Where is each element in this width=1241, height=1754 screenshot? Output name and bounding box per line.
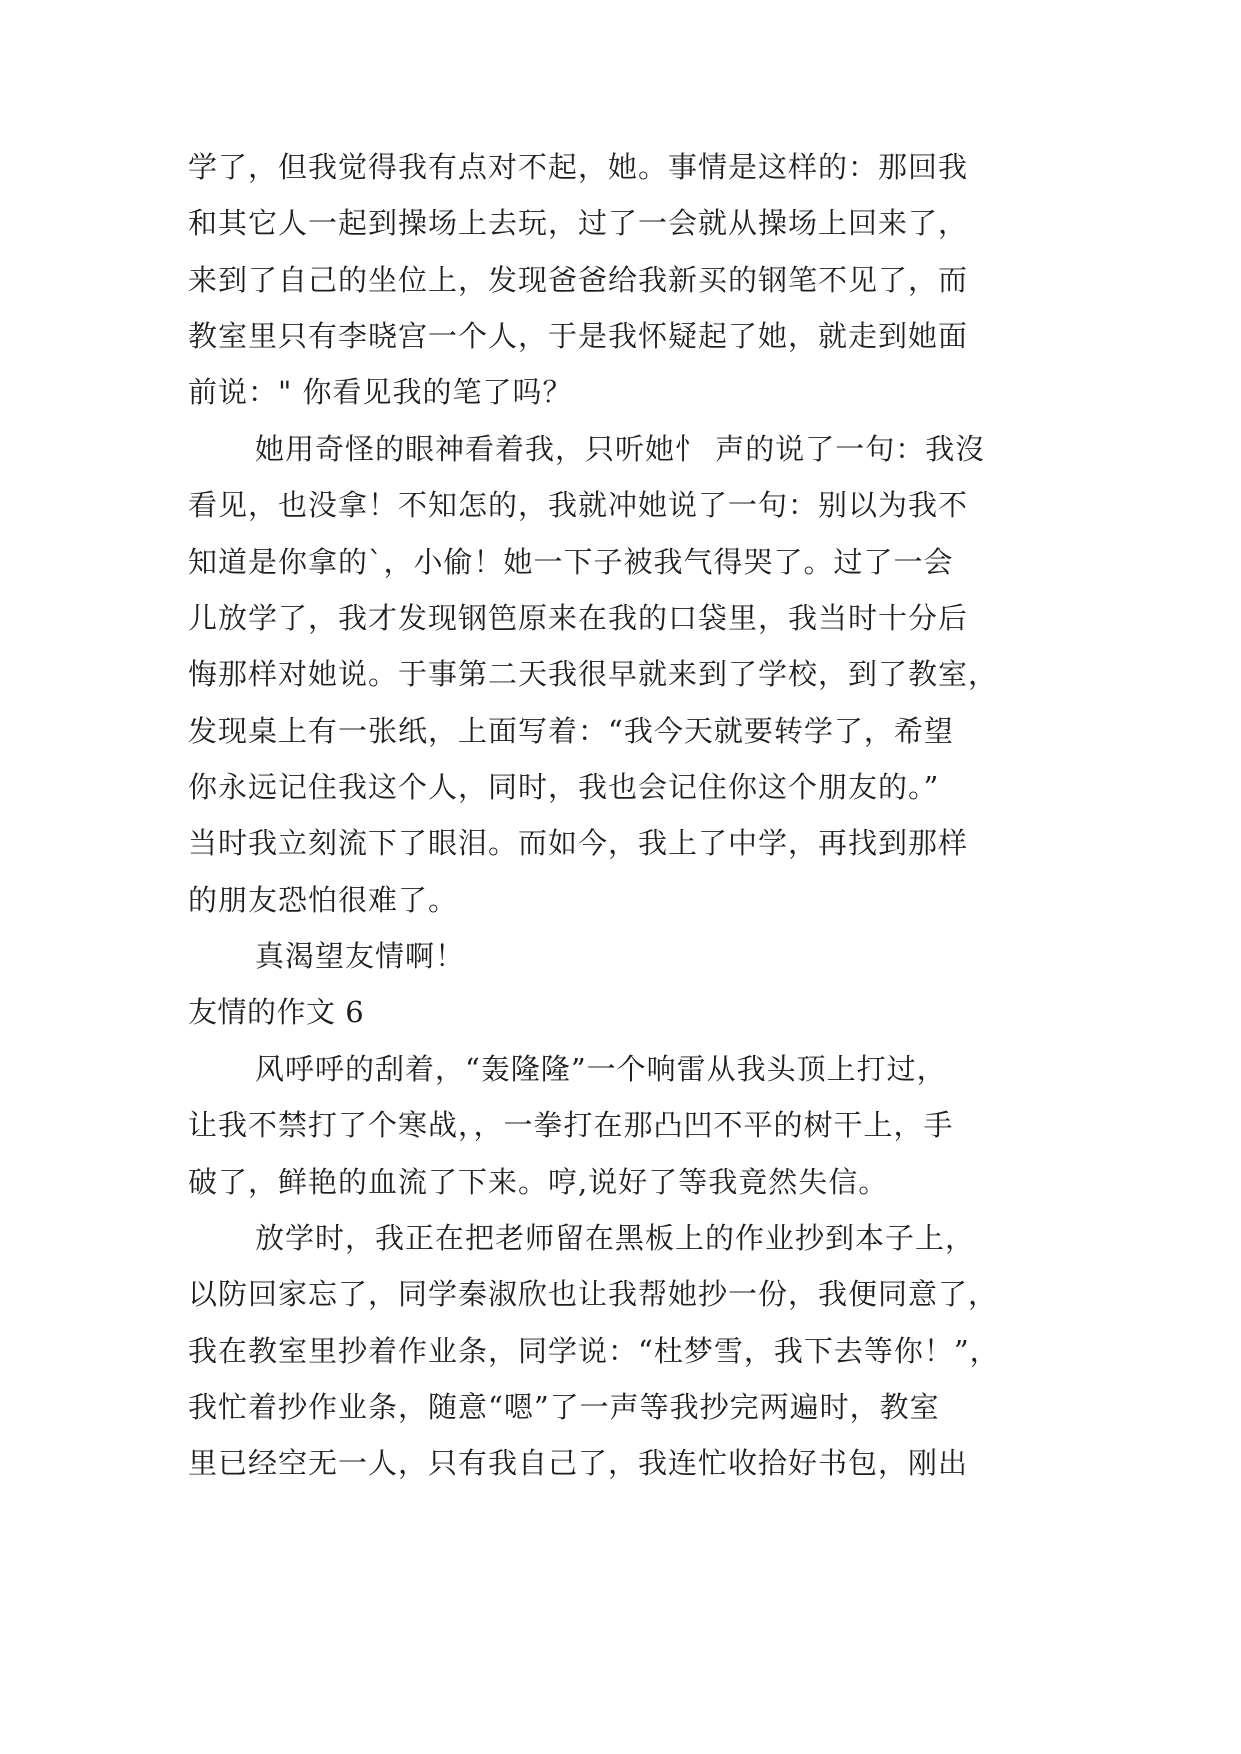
text-line: 里已经空无一人，只有我自己了，我连忙收拾好书包，刚出 bbox=[188, 1446, 969, 1480]
paragraph-first-line: 风呼呼的刮着，“轰隆隆”一个响雷从我头顶上打过， bbox=[255, 1052, 947, 1086]
paragraph-first-line: 放学时，我正在把老师留在黑板上的作业抄到本子上， bbox=[255, 1221, 976, 1255]
paragraph-first-line: 真渴望友情啊！ bbox=[255, 939, 466, 973]
text-line: 和其它人一起到操场上去玩，过了一会就从操场上回来了， bbox=[188, 206, 969, 240]
text-line: 教室里只有李晓宫一个人，于是我怀疑起了她，就走到她面 bbox=[188, 319, 969, 353]
text-line: 悔那样对她说。于事第二天我很早就来到了学校，到了教室， bbox=[188, 657, 999, 691]
text-line: 的朋友恐怕很难了。 bbox=[188, 883, 459, 917]
text-line: 知道是你拿的`，小偷！她一下子被我气得哭了。过了一会 bbox=[188, 545, 954, 579]
text-line: 发现桌上有一张纸，上面写着：“我今天就要转学了，希望 bbox=[188, 714, 954, 748]
text-line: 我忙着抄作业条，随意“嗯”了一声等我抄完两遍时，教室 bbox=[188, 1390, 940, 1424]
text-line: 来到了自己的坐位上，发现爸爸给我新买的钢笔不见了，而 bbox=[188, 263, 969, 297]
text-line: 当时我立刻流下了眼泪。而如今，我上了中学，再找到那样 bbox=[188, 826, 969, 860]
text-line: 儿放学了，我才发现钢笆原来在我的口袋里，我当时十分后 bbox=[188, 601, 969, 635]
section-heading: 友情的作文 6 bbox=[188, 995, 365, 1029]
text-line: 我在教室里抄着作业条，同学说：“杜梦雪，我下去等你！”， bbox=[188, 1334, 1000, 1368]
text-line: 以防回家忘了，同学秦淑欣也让我帮她抄一份，我便同意了， bbox=[188, 1277, 999, 1311]
text-line: 让我不禁打了个寒战，，一拳打在那凸凹不平的树干上，手 bbox=[188, 1108, 954, 1142]
text-line: 前说：" 你看见我的笔了吗？ bbox=[188, 375, 573, 409]
text-line: 破了，鲜艳的血流了下来。哼,说好了等我竟然失信。 bbox=[188, 1165, 889, 1199]
text-line: 学了，但我觉得我有点对不起，她。事情是这样的：那回我 bbox=[188, 150, 969, 184]
text-line: 看见，也没拿！不知怎的，我就冲她说了一句：别以为我不 bbox=[188, 488, 969, 522]
paragraph-first-line: 她用奇怪的眼神看着我，只听她忄 声的说了一句：我沒 bbox=[255, 432, 986, 466]
text-line: 你永远记住我这个人，同时，我也会记住你这个朋友的。” bbox=[188, 770, 940, 804]
